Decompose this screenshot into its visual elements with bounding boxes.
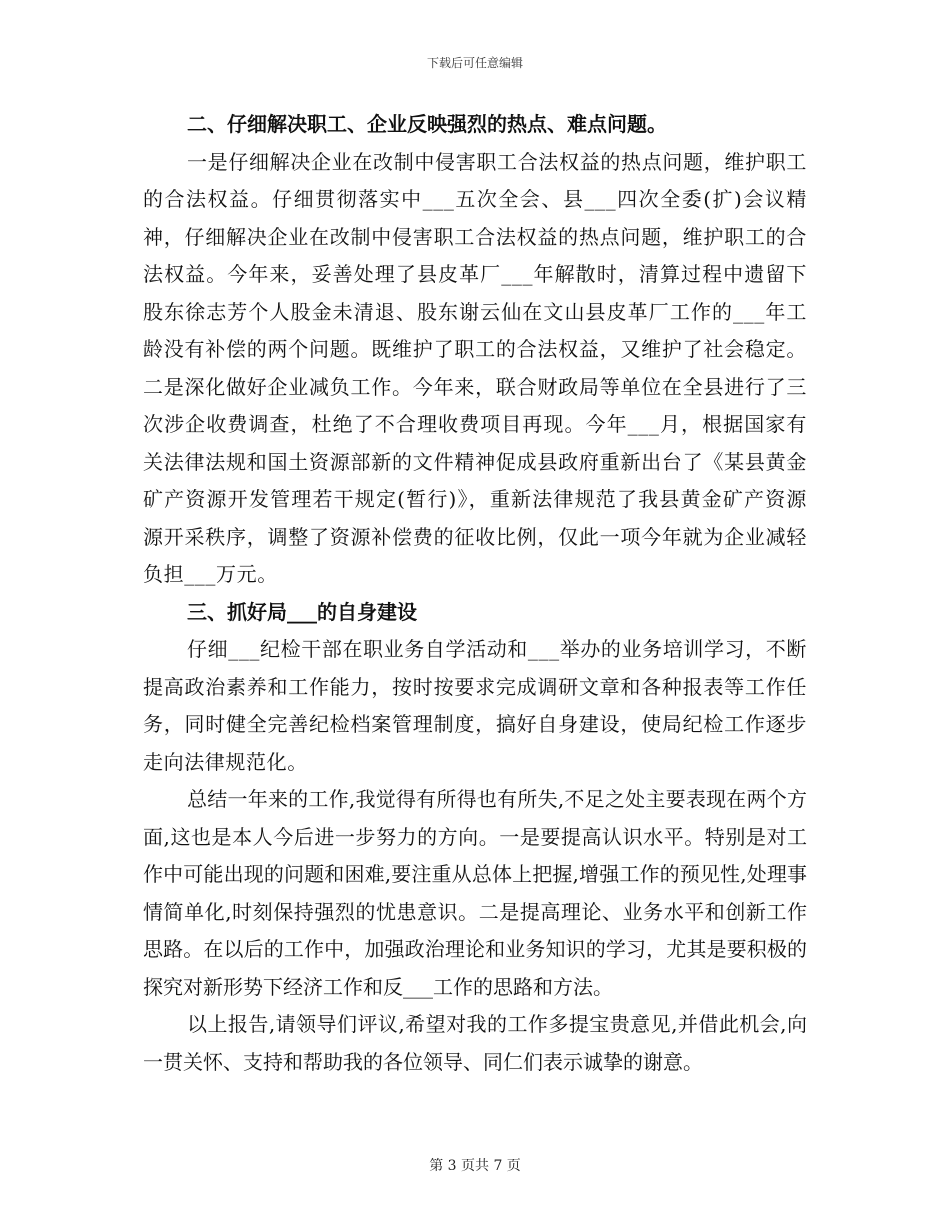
paragraph: 仔细___纪检干部在职业务自学活动和___举办的业务培训学习，不断提高政治素养和工作能力，按时按要求完成调研文章和各种报表等工作任务，同时健全完善纪检档案管理制度，搞好自身建设，使局纪检工作逐步走向法律规范化。 — [143, 637, 807, 774]
paragraph: 一是仔细解决企业在改制中侵害职工合法权益的热点问题，维护职工的合法权益。仔细贯彻落实中___五次全会、县___四次全委(扩)会议精神，仔细解决企业在改制中侵害职工合法权益的热点问题，维护职工的合法权益。今年来，妥善处理了县皮革厂___年解散时，清算过程中遗留下股东徐志芳个人股金未清退、股东谢云仙在文山县皮革厂工作的___年工龄没有补偿的两个问题。既维护了职工的合法权益，又维护了社会稳定。二是深化做好企业减负工作。今年来，联合财政局等单位在全县进行了三次涉企收费调查，杜绝了不合理收费项目再现。今年___月，根据国家有关法律法规和国土资源部新的文件精神促成县政府重新出台了《某县黄金矿产资源开发管理若干规定(暂行)》，重新法律规范了我县黄金矿产资源源开采秩序，调整了资源补偿费的征收比例，仅此一项今年就为企业减轻负担___万元。 — [143, 149, 807, 586]
paragraph: 总结一年来的工作,我觉得有所得也有所失,不足之处主要表现在两个方面,这也是本人今后进一步努力的方向。一是要提高认识水平。特别是对工作中可能出现的问题和困难,要注重从总体上把握,增强工作的预见性,处理事情简单化,时刻保持强烈的忧患意识。二是提高理论、业务水平和创新工作思路。在以后的工作中，加强政治理论和业务知识的学习，尤其是要积极的探究对新形势下经济工作和反___工作的思路和方法。 — [143, 787, 807, 999]
page-footer: 第 3 页共 7 页 — [429, 1158, 521, 1174]
section-heading: 二、仔细解决职工、企业反映强烈的热点、难点问题。 — [187, 112, 667, 136]
page-header: 下载后可任意编辑 — [426, 56, 523, 70]
paragraph: 以上报告,请领导们评议,希望对我的工作多提宝贵意见,并借此机会,向一贯关怀、支持和帮助我的各位领导、同仁们表示诚挚的谢意。 — [143, 1012, 807, 1074]
section-heading: 三、抓好局___的自身建设 — [187, 599, 417, 624]
document-body — [143, 106, 807, 1081]
